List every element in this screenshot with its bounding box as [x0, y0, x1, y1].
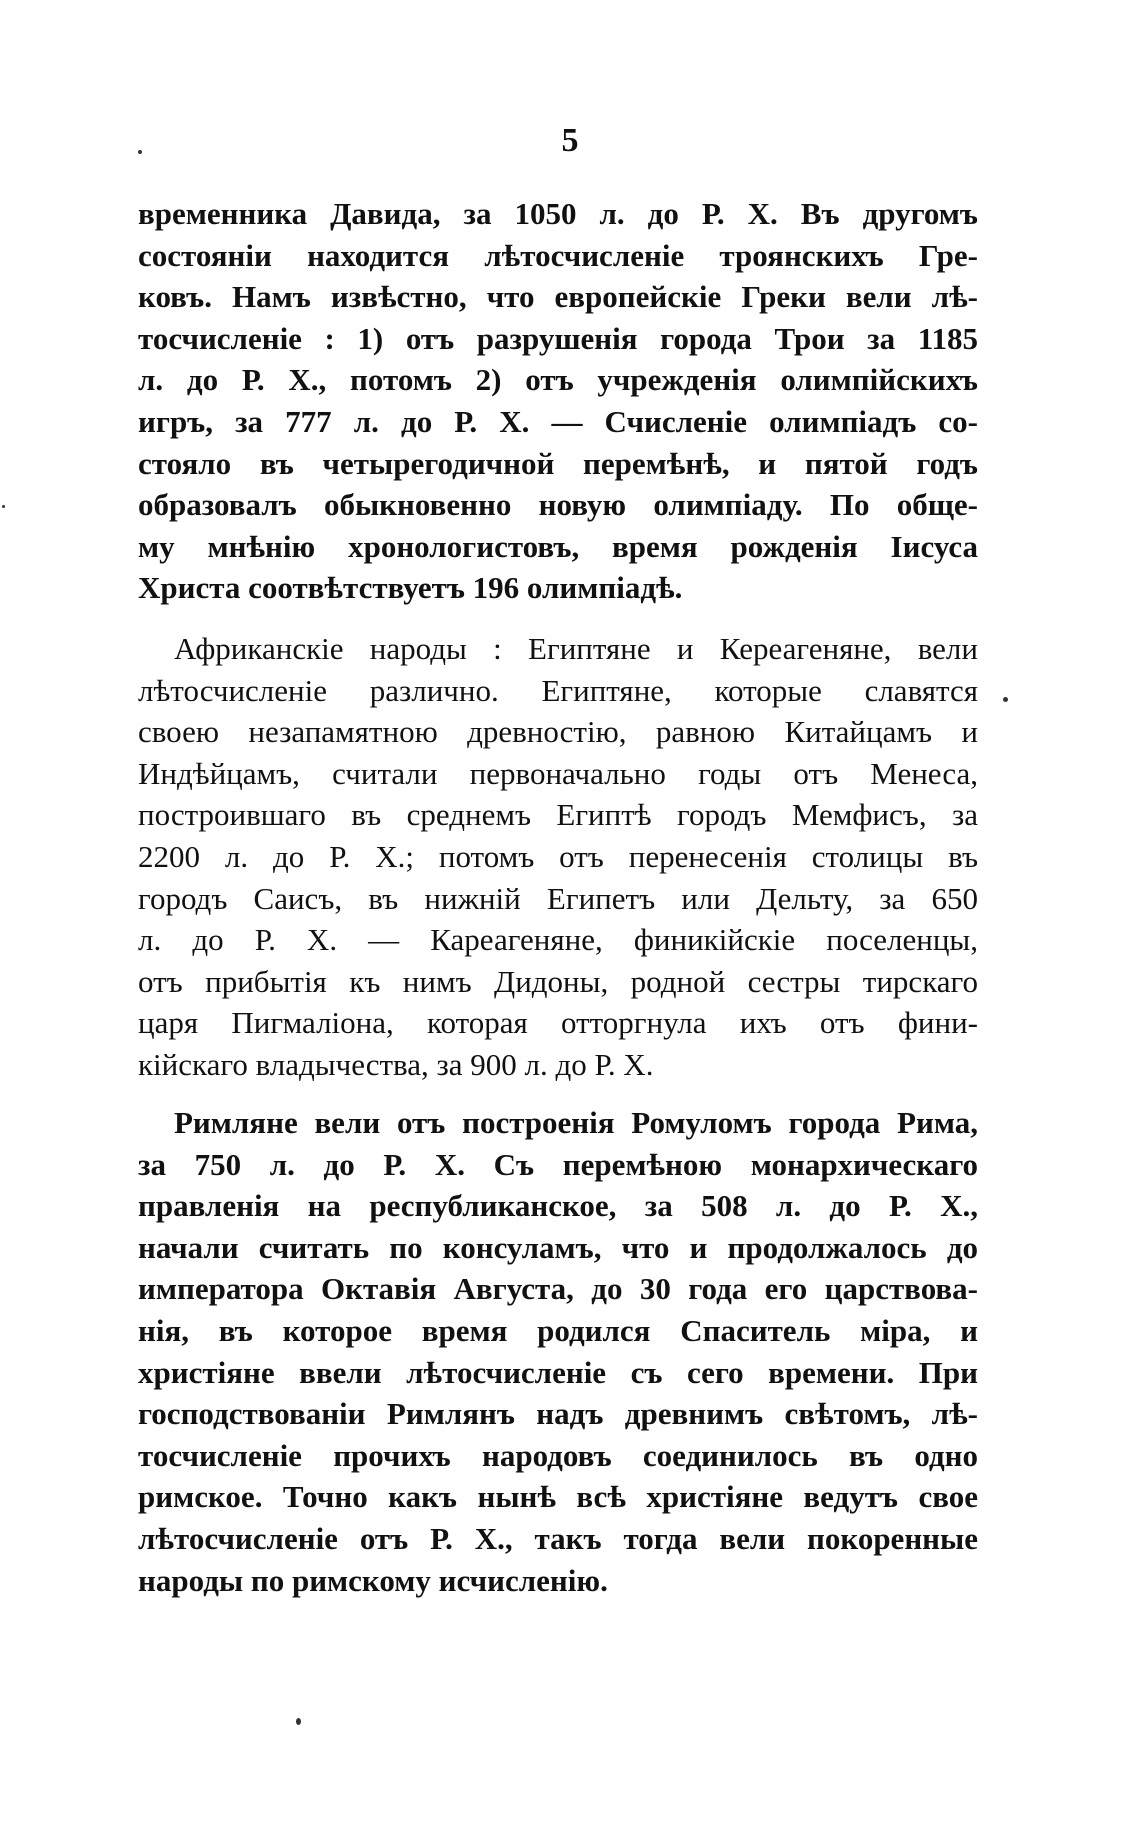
text-line: игръ, за 777 л. до Р. Х. — Счисленiе олимпiадъ со-: [138, 403, 978, 439]
text-line: городъ Саисъ, въ нижнiй Египетъ или Дельту, за 650: [138, 880, 978, 916]
text-line: образовалъ обыкновенно новую олимпiаду. По обще-: [138, 487, 978, 523]
text-line: л. до Р. Х. — Кареагеняне, финикiйскiе поселенцы,: [138, 922, 978, 958]
text-line: кiйскаго владычества, за 900 л. до Р. Х.: [138, 1046, 654, 1082]
text-line: Африканскiе народы : Египтяне и Кереагеняне, вели: [174, 631, 978, 666]
text-line: лѣтосчисленiе различно. Египтяне, которые славятся: [138, 672, 978, 708]
paragraph-3: [138, 1102, 978, 1601]
text-line: тосчисленiе : 1) отъ разрушенiя города Трои за 1185: [138, 320, 978, 356]
text-line: нiя, въ которое время родился Спаситель мiра, и: [138, 1312, 978, 1348]
paragraph-1: [138, 193, 978, 609]
scan-speck: [296, 1718, 301, 1725]
scan-speck: [1003, 697, 1008, 702]
paragraph-2: [138, 628, 978, 1086]
text-line: временника Давида, за 1050 л. до Р. Х. Въ другомъ: [138, 196, 978, 231]
text-line: стояло въ четырегодичной перемѣнѣ, и пятой годъ: [138, 445, 978, 481]
text-line: Римляне вели отъ построенiя Ромуломъ города Рима,: [174, 1105, 978, 1140]
text-line: отъ прибытiя къ нимъ Дидоны, родной сестры тирскаго: [138, 963, 978, 999]
text-line: императора Октавiя Августа, до 30 года его царствова-: [138, 1271, 978, 1307]
text-line: Индѣйцамъ, считали первоначально годы отъ Менеса,: [138, 755, 978, 791]
text-line: правленiя на республиканское, за 508 л. до Р. Х.,: [138, 1188, 978, 1224]
scan-speck: [138, 150, 142, 154]
text-line: состоянiи находится лѣтосчисленiе троянскихъ Гре-: [138, 237, 978, 273]
text-line: построившаго въ среднемъ Египтѣ городъ Мемфисъ, за: [138, 797, 978, 833]
text-line: Христа соотвѣтствуетъ 196 олимпiадѣ.: [138, 570, 683, 606]
text-line: л. до Р. Х., потомъ 2) отъ учрежденiя олимпiйскихъ: [138, 362, 978, 398]
text-line: начали считать по консуламъ, что и продолжалось до: [138, 1229, 978, 1265]
text-line: ковъ. Намъ извѣстно, что европейскiе Греки вели лѣ-: [138, 279, 978, 315]
text-line: господствованiи Римлянъ надъ древнимъ свѣтомъ, лѣ-: [138, 1396, 978, 1432]
text-line: христiяне ввели лѣтосчисленiе съ сего времени. При: [138, 1354, 978, 1390]
text-line: тосчисленiе прочихъ народовъ соединилось въ одно: [138, 1437, 978, 1473]
page-number: 5: [561, 122, 579, 159]
text-line: народы по римскому исчисленiю.: [138, 1562, 608, 1598]
text-line: царя Пигмалiона, которая отторгнула ихъ отъ фини-: [138, 1005, 978, 1041]
text-line: своею незапамятною древностiю, равною Китайцамъ и: [138, 714, 978, 750]
text-line: лѣтосчисленiе отъ Р. Х., такъ тогда вели покоренные: [138, 1520, 978, 1556]
text-line: му мнѣнiю хронологистовъ, время рожденiя Iисуса: [138, 528, 978, 564]
text-line: за 750 л. до Р. Х. Съ перемѣною монархическаго: [138, 1146, 978, 1182]
text-line: римское. Точно какъ нынѣ всѣ христiяне ведутъ свое: [138, 1479, 978, 1515]
scan-speck: [2, 505, 5, 508]
text-line: 2200 л. до Р. Х.; потомъ отъ перенесенiя столицы въ: [138, 838, 978, 874]
